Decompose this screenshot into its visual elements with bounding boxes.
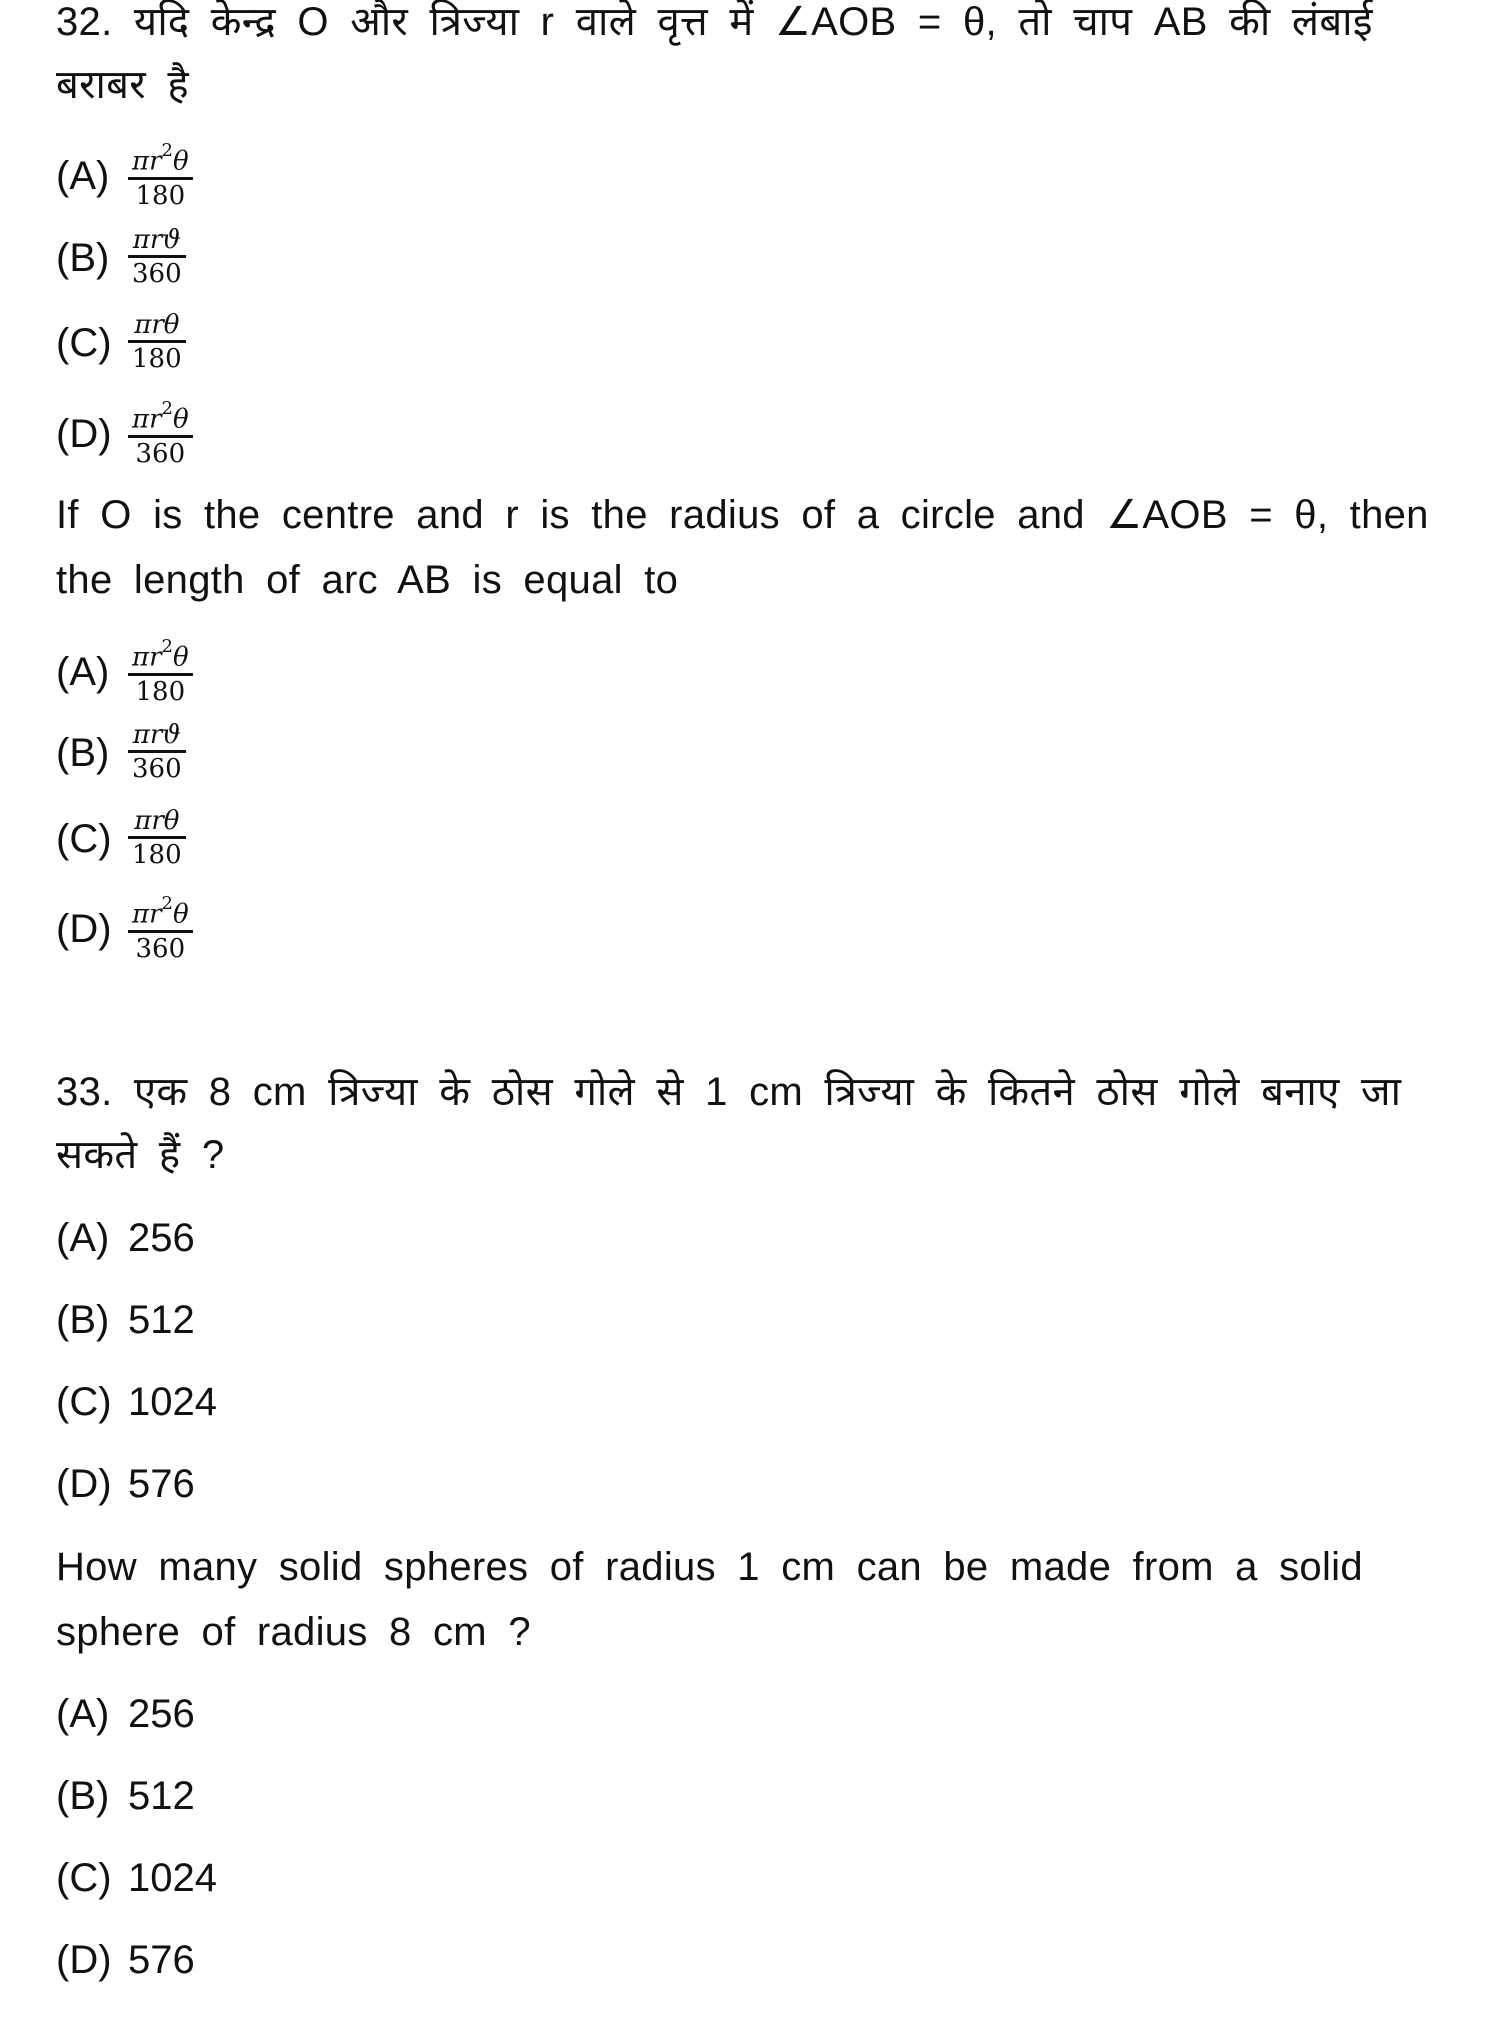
q32-hindi-stem-line2: बराबर है xyxy=(56,63,189,107)
option-value: 512 xyxy=(128,1298,195,1342)
fraction: $\frac{\pi r^2\theta}{180}$ xyxy=(128,636,193,708)
option-value: 576 xyxy=(128,1938,195,1982)
q32-english-option-a[interactable] xyxy=(56,636,193,708)
fraction: $\frac{\text{πrθ}}{180}$ xyxy=(128,806,186,871)
option-label: (B) xyxy=(56,730,110,775)
option-value: 1024 xyxy=(128,1380,217,1424)
q33-english-option-b[interactable] xyxy=(56,1772,195,1820)
option-label: (D) xyxy=(56,411,112,456)
q32-hindi-stem-line1: 32. यदि केन्द्र O और त्रिज्या r वाले वृत्त में ∠AOB = θ, तो चाप AB की लंबाई xyxy=(56,0,1373,44)
fraction: $\frac{\text{πrϑ}}{360}$ xyxy=(128,225,186,290)
q33-english-option-a[interactable] xyxy=(56,1690,195,1738)
q32-english-option-d[interactable] xyxy=(56,893,193,965)
option-value: 576 xyxy=(128,1462,195,1506)
q32-hindi-option-a[interactable] xyxy=(56,140,193,212)
q33-hindi-option-b[interactable] xyxy=(56,1296,195,1344)
option-label: (D) xyxy=(56,1938,112,1982)
option-label: (B) xyxy=(56,235,110,280)
option-label: (C) xyxy=(56,1380,112,1424)
q33-hindi-stem-line1: 33. एक 8 cm त्रिज्या के ठोस गोले से 1 cm त्रिज्या के कितने ठोस गोले बनाए जा xyxy=(56,1070,1402,1114)
q32-english-stem-line2: the length of arc AB is equal to xyxy=(56,558,679,602)
q33-english-stem-line2: sphere of radius 8 cm ? xyxy=(56,1610,531,1654)
fraction: $\frac{\text{πrθ}}{180}$ xyxy=(128,310,186,375)
option-label: (A) xyxy=(56,1692,110,1736)
option-value: 512 xyxy=(128,1774,195,1818)
q33-hindi-stem-line2: सकते हैं ? xyxy=(56,1133,225,1177)
q33-english-option-c[interactable] xyxy=(56,1854,217,1902)
option-value: 256 xyxy=(128,1216,195,1260)
q33-hindi-option-c[interactable] xyxy=(56,1378,217,1426)
q33-hindi-option-d[interactable] xyxy=(56,1460,195,1508)
option-label: (B) xyxy=(56,1298,110,1342)
fraction: $\frac{\pi r^2\theta}{360}$ xyxy=(128,893,193,965)
option-label: (A) xyxy=(56,153,110,198)
q33-english-option-d[interactable] xyxy=(56,1936,195,1984)
option-value: 256 xyxy=(128,1692,195,1736)
option-label: (C) xyxy=(56,816,112,861)
option-label: (C) xyxy=(56,1856,112,1900)
q32-english-option-b[interactable] xyxy=(56,720,186,785)
q32-english-option-c[interactable] xyxy=(56,806,186,871)
option-label: (D) xyxy=(56,1462,112,1506)
q32-hindi-option-b[interactable] xyxy=(56,225,186,290)
option-label: (B) xyxy=(56,1774,110,1818)
option-label: (C) xyxy=(56,320,112,365)
q32-hindi-option-d[interactable] xyxy=(56,398,193,470)
q32-english-stem-line1: If O is the centre and r is the radius of a circle and ∠AOB = θ, then xyxy=(56,493,1429,537)
option-value: 1024 xyxy=(128,1856,217,1900)
option-label: (A) xyxy=(56,1216,110,1260)
fraction: $\frac{\pi r^2\theta}{180}$ xyxy=(128,140,193,212)
option-label: (A) xyxy=(56,649,110,694)
q33-english-stem-line1: How many solid spheres of radius 1 cm can be made from a solid xyxy=(56,1545,1363,1589)
fraction: $\frac{\pi r^2\theta}{360}$ xyxy=(128,398,193,470)
q33-hindi-option-a[interactable] xyxy=(56,1214,195,1262)
fraction: $\frac{\text{πrϑ}}{360}$ xyxy=(128,720,186,785)
q32-hindi-option-c[interactable] xyxy=(56,310,186,375)
option-label: (D) xyxy=(56,906,112,951)
